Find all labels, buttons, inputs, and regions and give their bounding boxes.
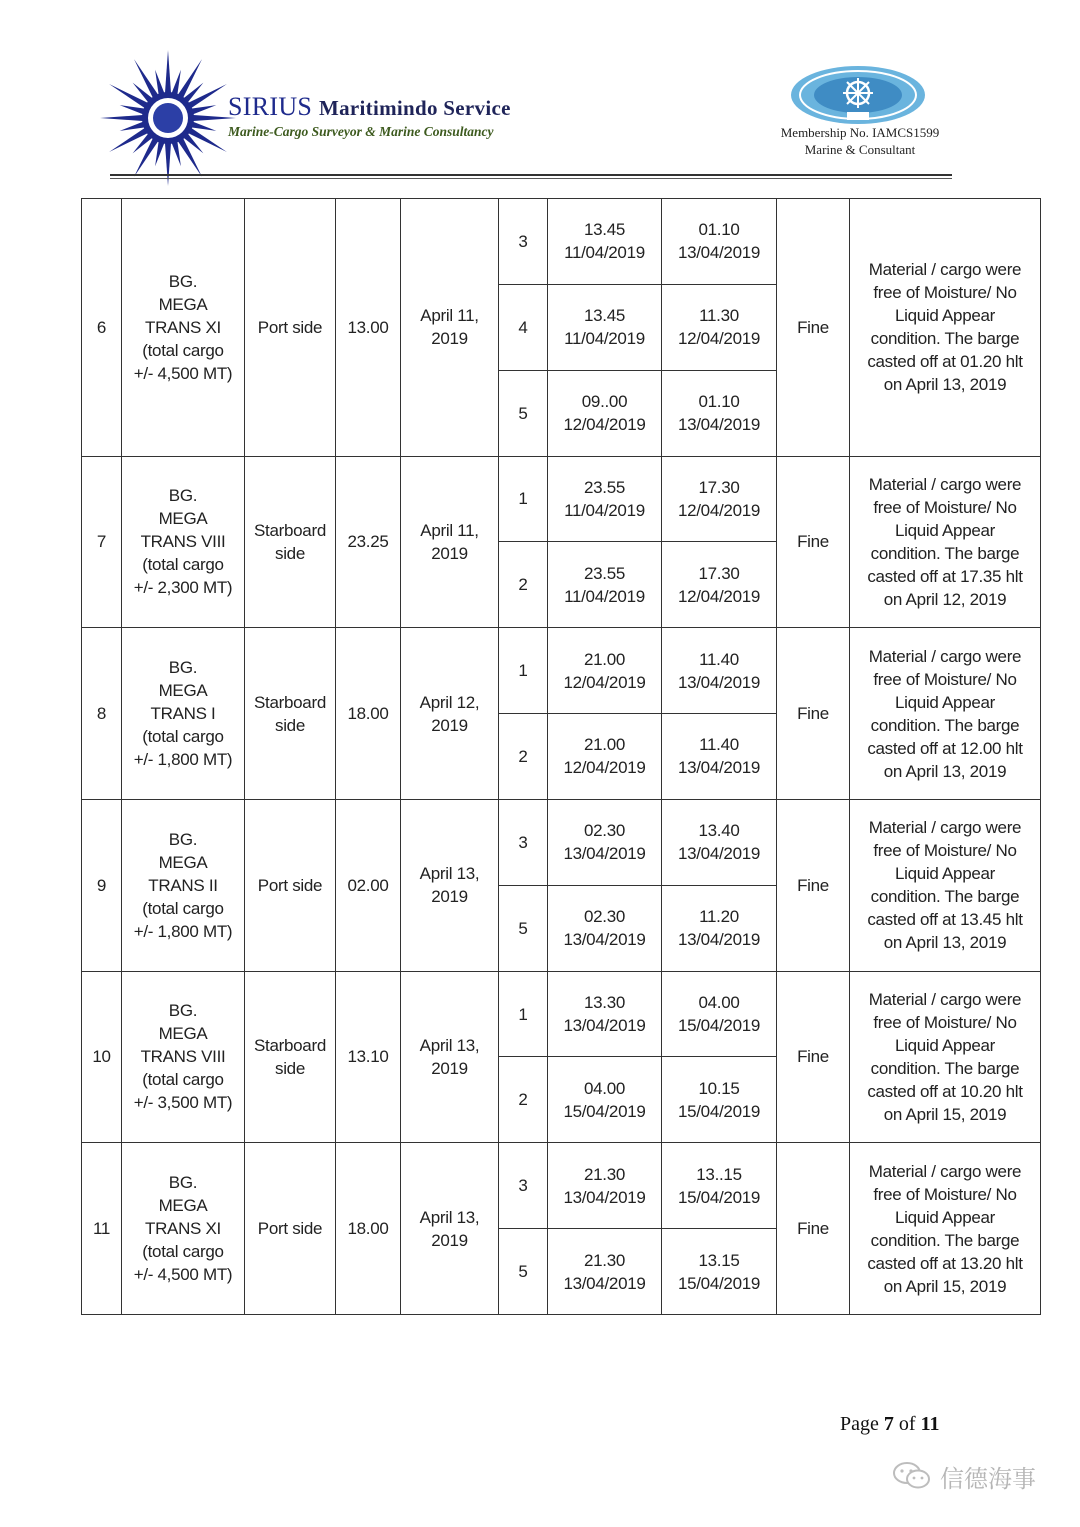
- berthing-side-line: Port side: [257, 875, 323, 895]
- alongside-date: [401, 628, 499, 800]
- barge-name-line: BG.: [168, 271, 198, 291]
- barge-name: [122, 1143, 245, 1315]
- remarks-line: free of Moisture/ No: [873, 283, 1017, 303]
- remarks-line: Material / cargo were: [868, 1161, 1022, 1181]
- alongside-date-line: 2019: [431, 1058, 468, 1078]
- hold-number: 1: [499, 971, 548, 1057]
- hold-number: 1: [499, 456, 548, 542]
- loading-start-line: 23.55: [583, 477, 626, 497]
- loading-end: [662, 714, 777, 800]
- loading-start-line: 13/04/2019: [563, 844, 646, 864]
- remarks-line: casted off at 17.35 hlt: [867, 566, 1023, 586]
- loading-end-line: 15/04/2019: [677, 1016, 761, 1036]
- barge-name-line: (total cargo: [142, 340, 224, 360]
- loading-start-line: 13/04/2019: [563, 930, 646, 950]
- remarks-line: Material / cargo were: [868, 260, 1022, 280]
- loading-end-line: 11.40: [699, 735, 739, 755]
- loading-start-line: 13.45: [583, 306, 626, 326]
- remarks-line: casted off at 12.00 hlt: [867, 738, 1023, 758]
- loading-start-line: 02.30: [583, 907, 626, 927]
- page-total: 11: [920, 1413, 940, 1435]
- remarks-line: condition. The barge: [870, 715, 1020, 735]
- berthing-side-line: Starboard: [254, 520, 326, 540]
- remarks-line: condition. The barge: [870, 1230, 1020, 1250]
- loading-end-line: 17.30: [698, 563, 740, 583]
- alongside-date-line: April 13,: [419, 864, 480, 884]
- row-number: 9: [82, 799, 122, 971]
- barge-name: [122, 199, 245, 457]
- remarks-line: on April 15, 2019: [883, 1276, 1007, 1296]
- barge-name: [122, 628, 245, 800]
- barge-name-line: BG.: [168, 1001, 198, 1021]
- loading-end-line: 13.40: [698, 821, 740, 841]
- loading-start-line: 12/04/2019: [563, 415, 646, 435]
- remarks-line: on April 13, 2019: [883, 761, 1007, 781]
- remarks: [850, 199, 1041, 457]
- remarks-line: casted off at 01.20 hlt: [867, 352, 1023, 372]
- row-number: 7: [82, 456, 122, 628]
- loading-start-line: 15/04/2019: [563, 1101, 646, 1121]
- weather: Fine: [777, 1143, 850, 1315]
- hold-number: 3: [499, 199, 548, 285]
- loading-start-line: 11/04/2019: [564, 500, 645, 520]
- alongside-date-line: April 11,: [420, 520, 479, 540]
- loading-start-line: 11/04/2019: [564, 329, 645, 349]
- loading-start: [548, 1143, 662, 1229]
- alongside-date-line: 2019: [431, 715, 468, 735]
- alongside-time: 13.10: [336, 971, 401, 1143]
- loading-start: [548, 199, 662, 285]
- weather: Fine: [777, 971, 850, 1143]
- berthing-side: [245, 971, 336, 1143]
- remarks-line: free of Moisture/ No: [873, 841, 1017, 861]
- loading-start-line: 21.00: [583, 735, 626, 755]
- loading-start-line: 13/04/2019: [563, 1016, 646, 1036]
- berthing-side: [245, 456, 336, 628]
- barge-name-line: MEGA: [158, 1024, 208, 1044]
- barge-name-line: TRANS I: [150, 704, 216, 724]
- barge-name-line: (total cargo: [142, 555, 224, 575]
- loading-start-line: 13/04/2019: [563, 1273, 646, 1293]
- remarks-line: on April 12, 2019: [883, 589, 1007, 609]
- barge-name-line: +/- 3,500 MT): [133, 1093, 233, 1113]
- alongside-date-line: April 13,: [419, 1207, 480, 1227]
- loading-report-table: [81, 198, 1041, 1315]
- loading-end-line: 15/04/2019: [677, 1101, 761, 1121]
- barge-name-line: MEGA: [158, 509, 208, 529]
- weather: Fine: [777, 456, 850, 628]
- barge-name-line: MEGA: [158, 294, 208, 314]
- table-row: [82, 628, 1041, 714]
- loading-end: [662, 1143, 777, 1229]
- barge-name-line: +/- 2,300 MT): [133, 578, 233, 598]
- remarks-line: casted off at 13.20 hlt: [867, 1253, 1023, 1273]
- loading-end-line: 13/04/2019: [677, 844, 761, 864]
- remarks: [850, 799, 1041, 971]
- watermark: [892, 1458, 1036, 1494]
- remarks-line: free of Moisture/ No: [873, 1184, 1017, 1204]
- loading-start-line: 13/04/2019: [563, 1187, 646, 1207]
- barge-name-line: +/- 1,800 MT): [133, 750, 233, 770]
- loading-end-line: 01.10: [698, 220, 740, 240]
- loading-end-line: 12/04/2019: [677, 586, 761, 606]
- berthing-side-line: Starboard: [254, 692, 326, 712]
- table-row: [82, 1143, 1041, 1229]
- loading-end: [662, 799, 777, 885]
- barge-name-line: +/- 1,800 MT): [133, 921, 233, 941]
- hold-number: 5: [499, 1229, 548, 1315]
- row-number: 11: [82, 1143, 122, 1315]
- barge-name: [122, 971, 245, 1143]
- barge-name-line: MEGA: [158, 681, 208, 701]
- loading-start: [548, 971, 662, 1057]
- loading-end: [662, 542, 777, 628]
- hold-number: 3: [499, 1143, 548, 1229]
- barge-name-line: TRANS VIII: [140, 1047, 226, 1067]
- loading-start-line: 09..00: [581, 392, 628, 412]
- alongside-date-line: 2019: [431, 543, 468, 563]
- remarks-line: condition. The barge: [870, 887, 1020, 907]
- alongside-date-line: 2019: [431, 329, 468, 349]
- berthing-side: [245, 799, 336, 971]
- remarks-line: Material / cargo were: [868, 818, 1022, 838]
- loading-start-line: 13.30: [583, 993, 626, 1013]
- loading-end-line: 13/04/2019: [677, 415, 761, 435]
- loading-end-line: 13/04/2019: [677, 758, 761, 778]
- barge-name-line: +/- 4,500 MT): [133, 1265, 233, 1285]
- loading-start: [548, 799, 662, 885]
- table-row: [82, 799, 1041, 885]
- row-number: 8: [82, 628, 122, 800]
- brand-name-rest: Maritimindo Service: [318, 96, 511, 120]
- hold-number: 1: [499, 628, 548, 714]
- row-number: 10: [82, 971, 122, 1143]
- remarks-line: on April 13, 2019: [883, 375, 1007, 395]
- remarks-line: Liquid Appear: [894, 1207, 996, 1227]
- hold-number: 2: [499, 1057, 548, 1143]
- remarks-line: Liquid Appear: [894, 1035, 996, 1055]
- loading-start: [548, 1229, 662, 1315]
- loading-end-line: 13/04/2019: [677, 672, 761, 692]
- berthing-side: [245, 628, 336, 800]
- loading-start-line: 02.30: [583, 821, 626, 841]
- alongside-date-line: 2019: [431, 887, 468, 907]
- loading-end: [662, 971, 777, 1057]
- weather: Fine: [777, 628, 850, 800]
- loading-end-line: 11.40: [699, 649, 739, 669]
- barge-name: [122, 799, 245, 971]
- loading-start-line: 21.30: [583, 1250, 626, 1270]
- remarks-line: condition. The barge: [870, 543, 1020, 563]
- loading-end: [662, 370, 777, 456]
- remarks: [850, 971, 1041, 1143]
- berthing-side-line: Port side: [257, 317, 323, 337]
- table-row: [82, 971, 1041, 1057]
- remarks-line: free of Moisture/ No: [873, 669, 1017, 689]
- loading-end-line: 12/04/2019: [677, 329, 761, 349]
- barge-name-line: MEGA: [158, 1196, 208, 1216]
- alongside-date: [401, 199, 499, 457]
- watermark-text: 信德海事: [940, 1464, 1036, 1493]
- barge-name: [122, 456, 245, 628]
- letterhead: [0, 0, 1080, 190]
- loading-end-line: 01.10: [698, 392, 740, 412]
- berthing-side: [245, 1143, 336, 1315]
- loading-start-line: 12/04/2019: [563, 758, 646, 778]
- loading-start: [548, 628, 662, 714]
- loading-start-line: 12/04/2019: [563, 672, 646, 692]
- berthing-side-line: Starboard: [254, 1035, 326, 1055]
- barge-name-line: TRANS XI: [144, 1219, 221, 1239]
- alongside-date-line: April 11,: [420, 306, 479, 326]
- loading-start-line: 21.30: [583, 1164, 626, 1184]
- hold-number: 5: [499, 370, 548, 456]
- alongside-time: 18.00: [336, 628, 401, 800]
- remarks-line: Material / cargo were: [868, 474, 1022, 494]
- alongside-date: [401, 799, 499, 971]
- brand-name-main: SIRIUS: [228, 92, 313, 121]
- barge-name-line: BG.: [168, 1173, 198, 1193]
- hold-number: 4: [499, 284, 548, 370]
- berthing-side-line: side: [275, 543, 305, 563]
- loading-end-line: 11.20: [699, 907, 739, 927]
- loading-end-line: 13..15: [696, 1164, 742, 1184]
- loading-start-line: 11/04/2019: [564, 586, 645, 606]
- barge-name-line: TRANS XI: [144, 317, 221, 337]
- remarks-line: condition. The barge: [870, 329, 1020, 349]
- berthing-side-line: side: [275, 1058, 305, 1078]
- loading-start-line: 13.45: [583, 220, 626, 240]
- berthing-side-line: Port side: [257, 1219, 323, 1239]
- remarks-line: on April 13, 2019: [883, 933, 1007, 953]
- remarks-line: casted off at 13.45 hlt: [867, 910, 1023, 930]
- remarks: [850, 628, 1041, 800]
- hold-number: 2: [499, 542, 548, 628]
- remarks-line: Material / cargo were: [868, 989, 1022, 1009]
- remarks-line: casted off at 10.20 hlt: [867, 1081, 1023, 1101]
- loading-start: [548, 885, 662, 971]
- loading-end-line: 15/04/2019: [677, 1187, 761, 1207]
- loading-start-line: 04.00: [583, 1078, 626, 1098]
- membership-info: [760, 124, 960, 158]
- loading-start: [548, 714, 662, 800]
- barge-name-line: +/- 4,500 MT): [133, 363, 233, 383]
- iamcs-seal-icon: [789, 64, 927, 126]
- loading-start: [548, 542, 662, 628]
- weather: Fine: [777, 199, 850, 457]
- barge-name-line: (total cargo: [142, 1070, 224, 1090]
- table-row: [82, 456, 1041, 542]
- barge-name-line: BG.: [168, 486, 198, 506]
- barge-name-line: (total cargo: [142, 898, 224, 918]
- loading-end-line: 17.30: [698, 477, 740, 497]
- loading-end-line: 10.15: [698, 1078, 740, 1098]
- loading-end: [662, 284, 777, 370]
- loading-end: [662, 885, 777, 971]
- barge-name-line: (total cargo: [142, 727, 224, 747]
- alongside-date-line: 2019: [431, 1230, 468, 1250]
- loading-start-line: 11/04/2019: [564, 243, 645, 263]
- alongside-date: [401, 456, 499, 628]
- alongside-date: [401, 971, 499, 1143]
- page-of: of: [898, 1413, 916, 1435]
- loading-end-line: 11.30: [699, 306, 739, 326]
- barge-name-line: TRANS VIII: [140, 532, 226, 552]
- loading-start: [548, 370, 662, 456]
- hold-number: 2: [499, 714, 548, 800]
- loading-end-line: 13.15: [698, 1250, 740, 1270]
- remarks: [850, 1143, 1041, 1315]
- barge-name-line: BG.: [168, 658, 198, 678]
- barge-name-line: MEGA: [158, 852, 208, 872]
- loading-end-line: 12/04/2019: [677, 500, 761, 520]
- hold-number: 3: [499, 799, 548, 885]
- weather: Fine: [777, 799, 850, 971]
- alongside-time: 18.00: [336, 1143, 401, 1315]
- loading-end: [662, 628, 777, 714]
- barge-name-line: (total cargo: [142, 1242, 224, 1262]
- barge-name-line: BG.: [168, 829, 198, 849]
- loading-end-line: 13/04/2019: [677, 243, 761, 263]
- remarks: [850, 456, 1041, 628]
- remarks-line: Material / cargo were: [868, 646, 1022, 666]
- loading-end: [662, 1229, 777, 1315]
- remarks-line: condition. The barge: [870, 1058, 1020, 1078]
- brand-name: [228, 92, 511, 122]
- remarks-line: Liquid Appear: [894, 520, 996, 540]
- loading-end: [662, 1057, 777, 1143]
- loading-start: [548, 284, 662, 370]
- loading-end-line: 15/04/2019: [677, 1273, 761, 1293]
- remarks-line: Liquid Appear: [894, 306, 996, 326]
- loading-end: [662, 456, 777, 542]
- remarks-line: free of Moisture/ No: [873, 1012, 1017, 1032]
- loading-start: [548, 456, 662, 542]
- remarks-line: Liquid Appear: [894, 864, 996, 884]
- row-number: 6: [82, 199, 122, 457]
- barge-name-line: TRANS II: [148, 875, 218, 895]
- loading-end-line: 13/04/2019: [677, 930, 761, 950]
- loading-end: [662, 199, 777, 285]
- loading-start-line: 21.00: [583, 649, 626, 669]
- alongside-date-line: April 13,: [419, 1035, 480, 1055]
- hold-number: 5: [499, 885, 548, 971]
- brand-block: [228, 92, 511, 140]
- loading-start-line: 23.55: [583, 563, 626, 583]
- page-word: Page: [840, 1413, 879, 1435]
- page-current: 7: [883, 1413, 894, 1435]
- alongside-time: 02.00: [336, 799, 401, 971]
- header-rule: [110, 174, 952, 176]
- alongside-date: [401, 1143, 499, 1315]
- remarks-line: free of Moisture/ No: [873, 497, 1017, 517]
- membership-number: Membership No. IAMCS1599: [780, 125, 940, 140]
- wechat-icon: [892, 1461, 932, 1491]
- alongside-time: 23.25: [336, 456, 401, 628]
- table-row: [82, 199, 1041, 285]
- remarks-line: on April 15, 2019: [883, 1104, 1007, 1124]
- brand-subtitle: Marine-Cargo Surveyor & Marine Consultancy: [228, 124, 494, 139]
- header-rule-thin: [110, 178, 952, 179]
- berthing-side: [245, 199, 336, 457]
- loading-start: [548, 1057, 662, 1143]
- star-burst-logo-icon: [98, 48, 238, 188]
- remarks-line: Liquid Appear: [894, 692, 996, 712]
- alongside-date-line: April 12,: [419, 692, 480, 712]
- alongside-time: 13.00: [336, 199, 401, 457]
- berthing-side-line: side: [275, 715, 305, 735]
- page-number: [840, 1413, 939, 1436]
- loading-end-line: 04.00: [698, 993, 740, 1013]
- membership-title: Marine & Consultant: [804, 142, 916, 157]
